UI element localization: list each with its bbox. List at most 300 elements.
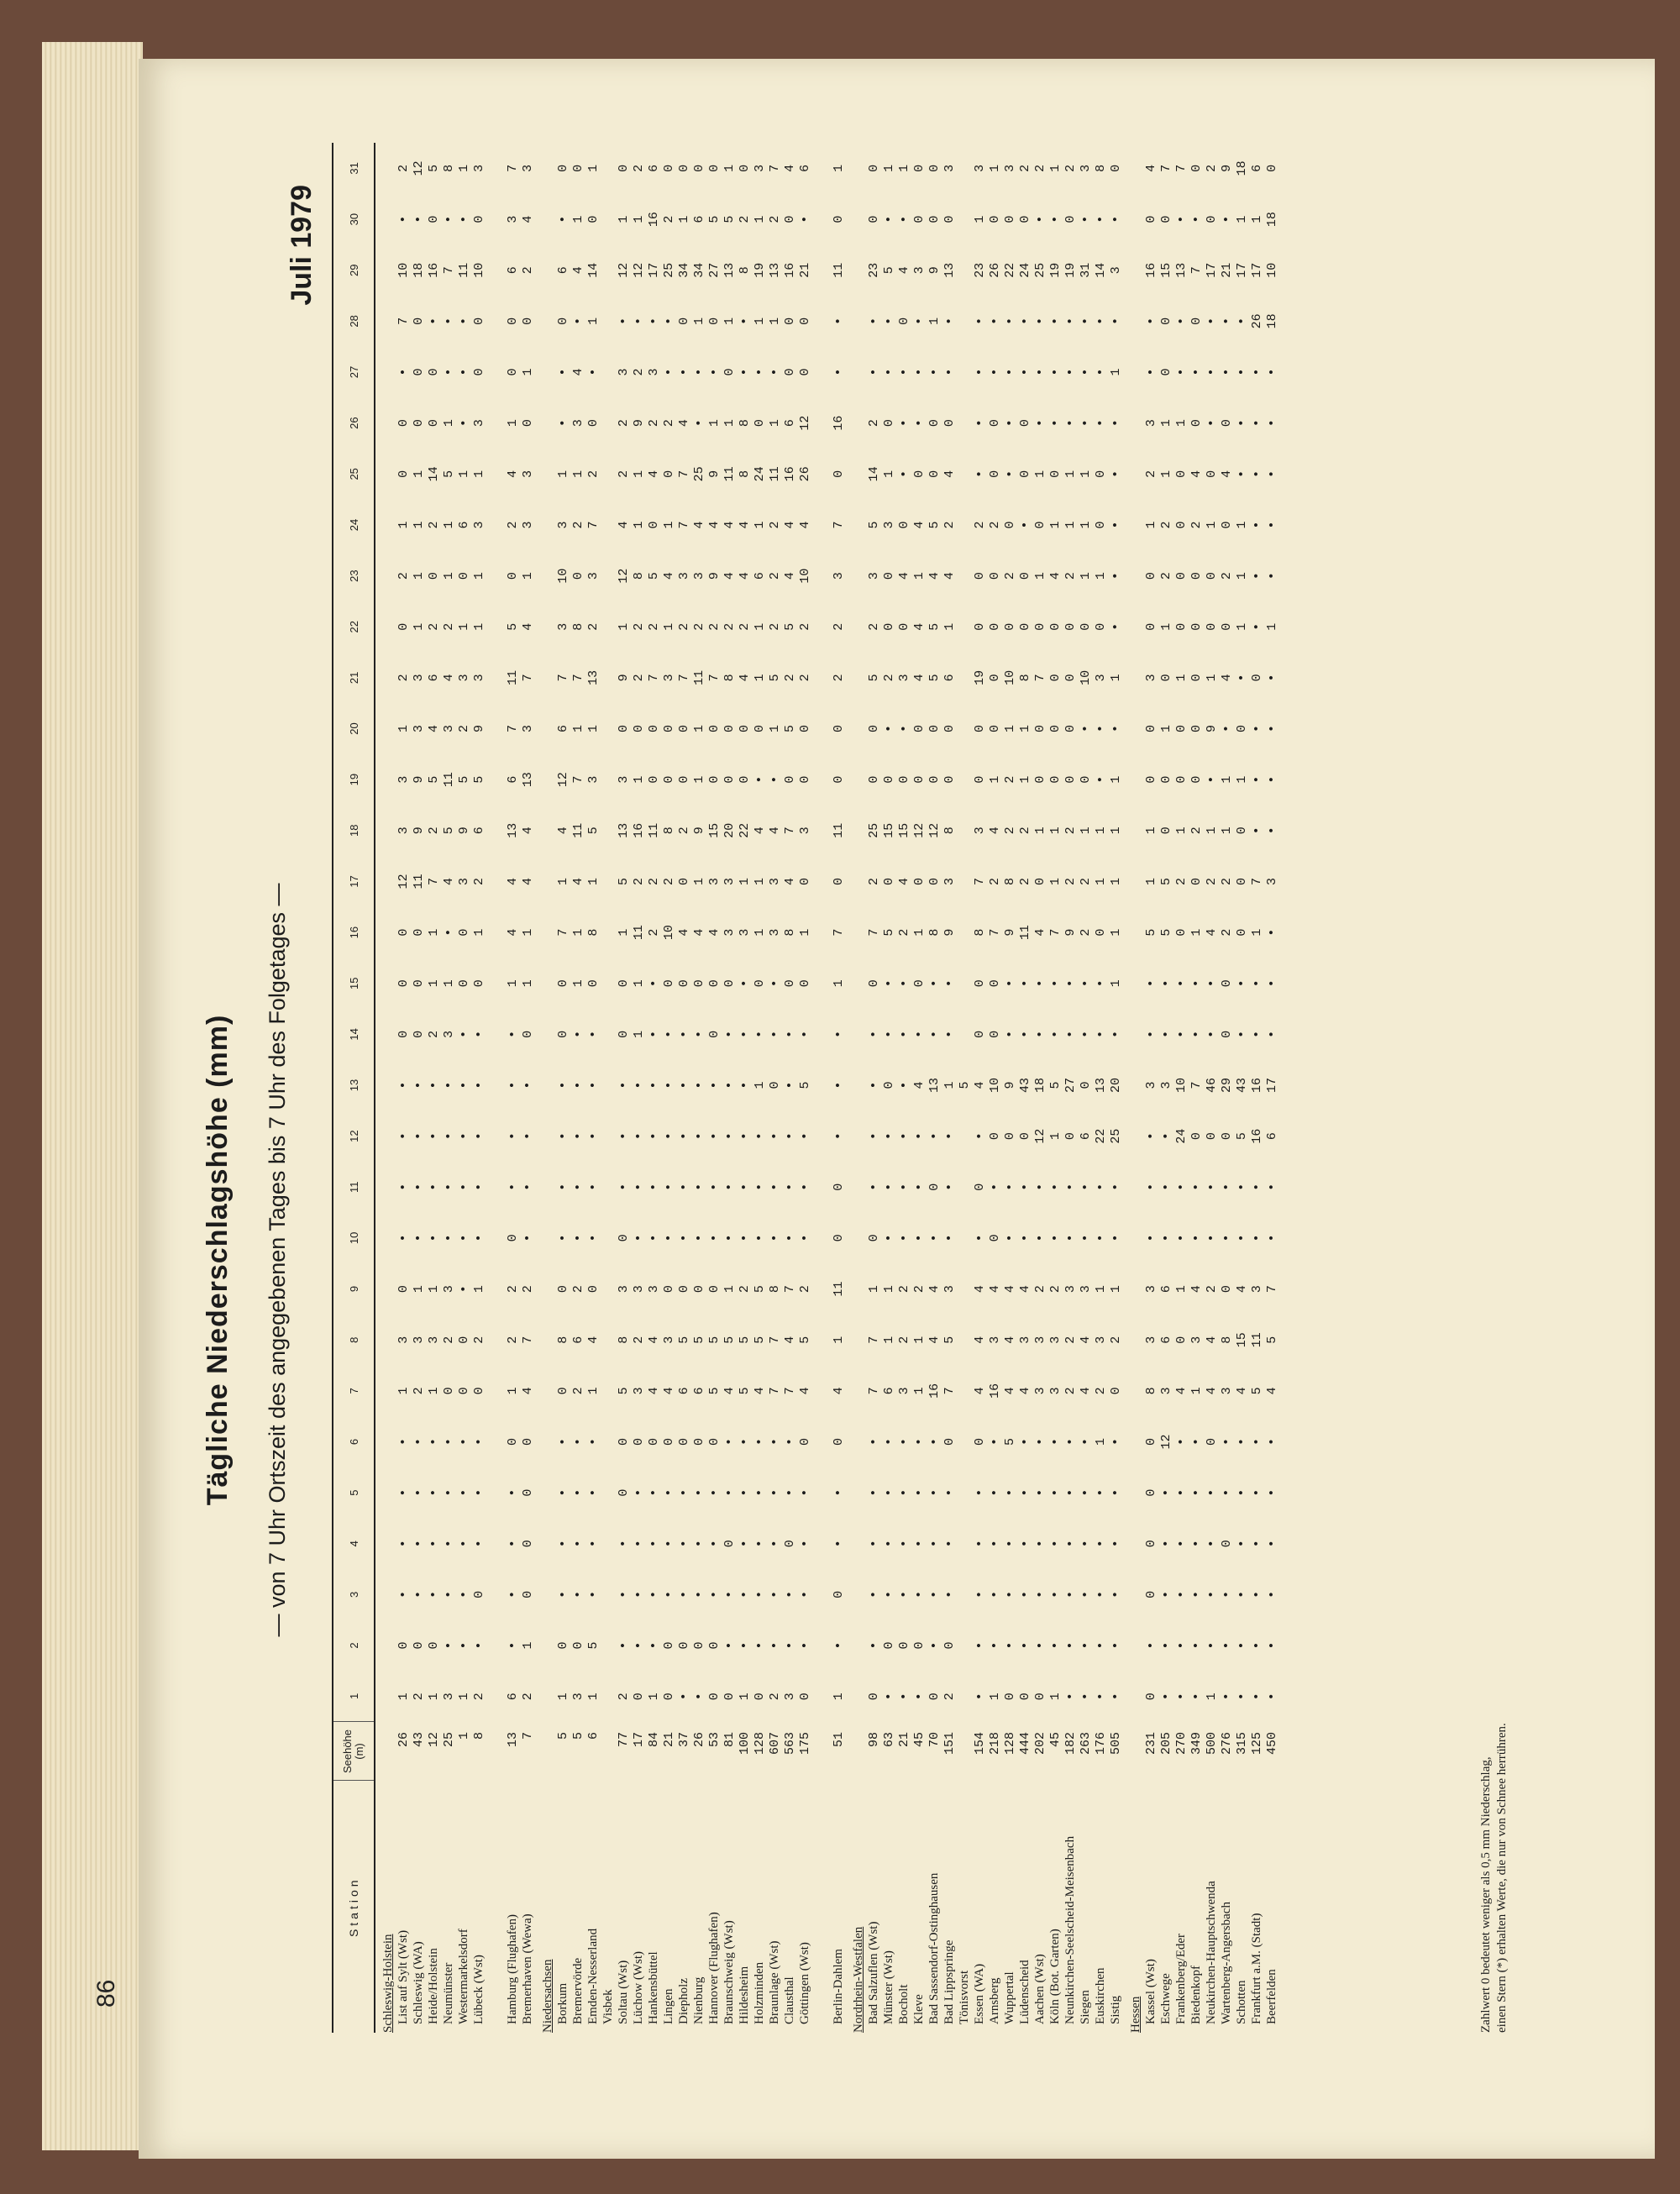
daily-value: 0 [1234,827,1249,835]
daily-value: 3 [972,827,987,835]
daily-value: 0 [555,1641,570,1650]
daily-value: • [456,1132,471,1141]
daily-value: • [1002,979,1017,988]
daily-value: 2 [616,1693,631,1701]
daily-value: • [1173,1488,1189,1497]
daily-value: 23 [972,262,987,278]
day-column-header: 19 [333,754,375,806]
daily-value: • [1189,215,1204,223]
daily-value: • [1032,1488,1047,1497]
daily-value: 8 [737,419,752,428]
daily-value: 2 [767,1693,782,1701]
daily-value: • [441,1132,456,1141]
daily-value: • [456,215,471,223]
daily-value: 2 [737,215,752,223]
daily-value: 0 [1204,622,1219,631]
daily-value: • [896,1234,911,1242]
daily-value: 0 [555,317,570,325]
daily-value: 16 [831,415,846,431]
station-name: Biedenkopf [1189,1966,1203,2024]
station-name: Hamburg (Flughafen) [505,1914,519,2024]
daily-value: 0 [570,1641,585,1650]
daily-value: • [570,1234,585,1242]
daily-value: • [585,1030,601,1038]
daily-value: 16 [987,1383,1002,1399]
daily-value: • [691,1081,706,1089]
daily-value: 1 [1017,775,1032,784]
daily-value: • [646,979,661,988]
station-name: Bad Salzuflen (Wst) [866,1921,880,2024]
day-column-header: 14 [333,1009,375,1060]
daily-value: 0 [646,521,661,529]
daily-value: • [426,1437,441,1446]
day-column-header: 18 [333,805,375,856]
daily-value: • [881,979,896,988]
station-name: Bad Lippspringe [942,1939,956,2024]
daily-value: • [831,1641,846,1650]
daily-value: 22 [1002,262,1017,278]
daily-value: 14 [866,466,881,482]
daily-value: 3 [616,1285,631,1294]
daily-value: 1 [1173,674,1189,682]
daily-value: 7 [585,521,601,529]
daily-value [957,653,972,704]
daily-value: 0 [987,622,1002,631]
daily-value: • [631,1641,646,1650]
daily-value: 1 [1234,215,1249,223]
daily-value: 2 [1032,1285,1047,1294]
daily-value: 4 [661,1387,676,1395]
daily-value: 0 [411,979,426,988]
daily-value: 0 [881,1641,896,1650]
station-name: Holzminden [752,1961,766,2024]
daily-value: • [691,1183,706,1191]
daily-value: 0 [1017,470,1032,478]
daily-value: • [396,1234,411,1242]
daily-value [601,397,616,449]
daily-value: 0 [676,317,691,325]
daily-value: 11 [441,772,456,788]
daily-value: 0 [866,775,881,784]
daily-value: • [1063,1437,1078,1446]
daily-value: • [767,368,782,376]
daily-value: • [896,1693,911,1701]
day-column-header: 13 [333,1060,375,1111]
station-name: Bocholt [896,1984,911,2024]
daily-value: 11 [1249,1332,1264,1348]
daily-value [957,703,972,754]
daily-value: 0 [456,1336,471,1344]
daily-value: 0 [831,470,846,478]
daily-value: 0 [1189,877,1204,885]
daily-value: 0 [1002,215,1017,223]
daily-value [957,1366,972,1417]
daily-value: • [1017,979,1032,988]
daily-value: 0 [896,1641,911,1650]
daily-value: 0 [456,979,471,988]
daily-value: 2 [767,215,782,223]
daily-value: 4 [570,877,585,885]
daily-value: • [411,215,426,223]
daily-value: • [831,1540,846,1548]
daily-value: • [1093,1540,1108,1548]
daily-value: 3 [585,572,601,580]
daily-value: 7 [706,674,722,682]
daily-value: • [881,1132,896,1141]
daily-value: 0 [782,368,797,376]
daily-value: • [691,1540,706,1548]
table-row [661,143,676,2033]
daily-value: • [1093,979,1108,988]
daily-value: • [1173,1540,1189,1548]
daily-value: 8 [570,622,585,631]
daily-value: • [911,1693,927,1701]
station-height: 349 [1189,1732,1204,1756]
daily-value: • [411,1488,426,1497]
daily-value: • [1093,368,1108,376]
daily-value: 0 [972,1030,987,1038]
daily-value: 1 [426,928,441,937]
daily-value: • [767,775,782,784]
daily-value: 5 [1158,928,1173,937]
daily-value: 7 [505,164,520,172]
daily-value: 0 [1047,470,1063,478]
daily-value: 2 [987,521,1002,529]
daily-value: • [972,419,987,428]
daily-value: 4 [505,470,520,478]
station-height: 218 [987,1732,1002,1756]
daily-value: 2 [911,1285,927,1294]
daily-value: • [1264,1488,1279,1497]
daily-value: 1 [1158,419,1173,428]
daily-value: 43 [1234,1077,1249,1093]
daily-value: • [1173,979,1189,988]
daily-value: 2 [426,521,441,529]
daily-value: • [1204,419,1219,428]
daily-value: • [752,1437,767,1446]
daily-value: 15 [706,822,722,838]
daily-value: 5 [1264,1336,1279,1344]
daily-value: • [426,317,441,325]
daily-value: 3 [520,164,535,172]
daily-value: 8 [722,674,737,682]
table-row [601,143,616,2033]
daily-value: 16 [1143,262,1158,278]
daily-value: 0 [752,1693,767,1701]
daily-value: 4 [831,1387,846,1395]
daily-value: 22 [737,822,752,838]
table-row [896,143,911,2033]
daily-value: • [570,1081,585,1089]
day-column-header: 20 [333,703,375,754]
daily-value: • [456,317,471,325]
daily-value: 0 [646,775,661,784]
daily-value: 5 [585,1641,601,1650]
daily-value: 3 [646,368,661,376]
daily-value: • [456,419,471,428]
daily-value: • [1078,1183,1093,1191]
daily-value: 1 [585,725,601,733]
daily-value: 0 [1108,1387,1123,1395]
daily-value: • [1249,725,1264,733]
daily-value: 13 [585,669,601,685]
daily-value: 2 [737,622,752,631]
daily-value: 1 [661,521,676,529]
daily-value: 2 [831,674,846,682]
daily-value: 0 [1173,521,1189,529]
daily-value: • [911,1488,927,1497]
daily-value: • [1017,1437,1032,1446]
daily-value: • [471,1437,486,1446]
daily-value: • [767,1183,782,1191]
daily-value: 0 [942,1437,957,1446]
daily-value: • [972,317,987,325]
daily-value: • [1264,419,1279,428]
daily-value: • [752,1132,767,1141]
daily-value: 0 [942,215,957,223]
daily-value: 0 [752,979,767,988]
daily-value: 0 [471,979,486,988]
daily-value: 20 [1108,1077,1123,1093]
station-name: Visbek [601,1989,615,2024]
daily-value: 6 [456,521,471,529]
day-column-header: 29 [333,244,375,296]
daily-value: • [881,1234,896,1242]
daily-value: 3 [1047,1336,1063,1344]
daily-value: 0 [1143,1437,1158,1446]
daily-value: 5 [505,622,520,631]
daily-value: 0 [987,725,1002,733]
daily-value: • [1264,572,1279,580]
daily-value: 12 [1032,1128,1047,1144]
daily-value: • [767,1030,782,1038]
daily-value: 5 [1249,1387,1264,1395]
daily-value: 17 [646,262,661,278]
daily-value: 3 [782,1693,797,1701]
daily-value: • [911,1030,927,1038]
daily-value: 3 [411,674,426,682]
table-row [1204,143,1219,2033]
daily-value: • [661,1081,676,1089]
daily-value: • [1047,368,1063,376]
station-name: Hannover (Flughafen) [706,1912,721,2024]
daily-value: 2 [797,622,812,631]
station-height: 13 [505,1732,520,1748]
daily-value: 0 [661,979,676,988]
daily-value: • [1249,572,1264,580]
daily-value: 0 [1204,470,1219,478]
daily-value: • [1158,1590,1173,1598]
daily-value: 3 [631,1387,646,1395]
daily-value: • [831,368,846,376]
table-row [1158,143,1173,2033]
daily-value: 7 [767,1387,782,1395]
daily-value: 0 [426,215,441,223]
daily-value: 0 [1158,215,1173,223]
daily-value: 0 [1249,674,1264,682]
daily-value: 0 [911,877,927,885]
daily-value: 3 [396,1336,411,1344]
daily-value: 0 [1002,622,1017,631]
daily-value: 2 [631,877,646,885]
daily-value: • [1143,368,1158,376]
daily-value: 0 [1017,419,1032,428]
daily-value: • [426,1488,441,1497]
table-row [706,143,722,2033]
day-column-header: 21 [333,653,375,704]
daily-value: 2 [570,1285,585,1294]
daily-value: • [942,1183,957,1191]
day-column-header: 7 [333,1366,375,1417]
daily-value: 0 [1063,674,1078,682]
daily-value: • [1032,1590,1047,1598]
daily-value: 34 [676,262,691,278]
daily-value: • [1108,215,1123,223]
daily-value: • [706,1132,722,1141]
daily-value: • [1189,1488,1204,1497]
daily-value: 2 [441,1336,456,1344]
daily-value: • [1158,1488,1173,1497]
daily-value: 4 [722,572,737,580]
daily-value: • [987,1641,1002,1650]
daily-value: • [661,1030,676,1038]
daily-value: 0 [987,979,1002,988]
daily-value: 0 [782,979,797,988]
daily-value: 0 [1078,775,1093,784]
daily-value: 0 [1078,1081,1093,1089]
daily-value: • [1189,1540,1204,1548]
daily-value: 3 [1002,164,1017,172]
daily-value: 0 [706,979,722,988]
daily-value: 12 [911,822,927,838]
daily-value: 0 [797,1693,812,1701]
daily-value: 6 [797,164,812,172]
daily-value: 6 [752,572,767,580]
daily-value: • [570,1183,585,1191]
daily-value: 0 [987,1030,1002,1038]
table-row [881,143,896,2033]
daily-value: 1 [927,317,942,325]
daily-value: • [1047,1590,1063,1598]
daily-value: • [411,1437,426,1446]
daily-value: 6 [570,1336,585,1344]
daily-value: 4 [1234,1387,1249,1395]
daily-value: • [797,215,812,223]
daily-value: • [1143,1641,1158,1650]
daily-value: 0 [1017,622,1032,631]
daily-value: 7 [555,674,570,682]
station-height: 45 [1047,1732,1063,1748]
daily-value: • [752,1488,767,1497]
daily-value: 9 [706,572,722,580]
day-column-header: 31 [333,143,375,194]
station-name: Lüdenscheid [1017,1960,1032,2024]
daily-value: 0 [1173,725,1189,733]
station-height: 21 [661,1732,676,1748]
daily-value: 0 [1234,877,1249,885]
daily-value: • [896,470,911,478]
daily-value: 14 [1093,262,1108,278]
daily-value: • [555,1183,570,1191]
daily-value: 4 [797,521,812,529]
daily-value: • [911,368,927,376]
daily-value: 3 [646,1285,661,1294]
daily-value: 1 [831,164,846,172]
station-name: Sistig [1108,1995,1122,2024]
daily-value [601,1263,616,1315]
daily-value: • [691,1693,706,1701]
daily-value: 4 [646,1336,661,1344]
daily-value: 0 [1219,622,1234,631]
station-height: 151 [942,1732,957,1756]
daily-value: 4 [911,521,927,529]
daily-value: 0 [987,215,1002,223]
daily-value: • [441,215,456,223]
daily-value: • [1158,1540,1173,1548]
daily-value: • [396,368,411,376]
daily-value: • [585,1132,601,1141]
daily-value: 4 [972,1336,987,1344]
daily-value: 2 [676,622,691,631]
daily-value [957,550,972,601]
daily-value: • [505,1488,520,1497]
daily-value: 7 [505,725,520,733]
daily-value: 3 [1143,1336,1158,1344]
daily-value: • [1002,1590,1017,1598]
daily-value: • [570,1132,585,1141]
daily-value: • [676,1234,691,1242]
daily-value: 2 [1078,928,1093,937]
daily-value: • [1219,1183,1234,1191]
daily-value: • [987,368,1002,376]
daily-value: • [646,1081,661,1089]
book-page-edges [42,42,143,2150]
daily-value: 7 [782,1387,797,1395]
daily-value: • [646,1183,661,1191]
daily-value: • [1017,521,1032,529]
daily-value: 4 [661,572,676,580]
daily-value: • [676,1183,691,1191]
daily-value: 15 [896,822,911,838]
daily-value: 3 [616,775,631,784]
daily-value: 0 [797,877,812,885]
daily-value: • [706,1590,722,1598]
daily-value: 4 [737,572,752,580]
daily-value: 5 [616,877,631,885]
daily-value: 1 [456,164,471,172]
daily-value: • [441,1437,456,1446]
daily-value: • [1234,1540,1249,1548]
daily-value: • [911,317,927,325]
daily-value: 0 [1143,1693,1158,1701]
daily-value: 5 [767,674,782,682]
daily-value: • [1264,1234,1279,1242]
daily-value: 0 [411,1641,426,1650]
table-row [1189,143,1204,2033]
daily-value: • [1189,979,1204,988]
daily-value: 5 [676,1336,691,1344]
station-name: Lingen [661,1988,675,2024]
daily-value: 1 [441,572,456,580]
daily-value: 0 [1017,572,1032,580]
daily-value: 6 [505,1693,520,1701]
station-name: Berlin-Dahlem [831,1949,845,2024]
daily-value: 13 [942,262,957,278]
daily-value: • [441,368,456,376]
daily-value: 0 [505,1234,520,1242]
daily-value: 0 [1204,1132,1219,1141]
daily-value: • [782,1590,797,1598]
